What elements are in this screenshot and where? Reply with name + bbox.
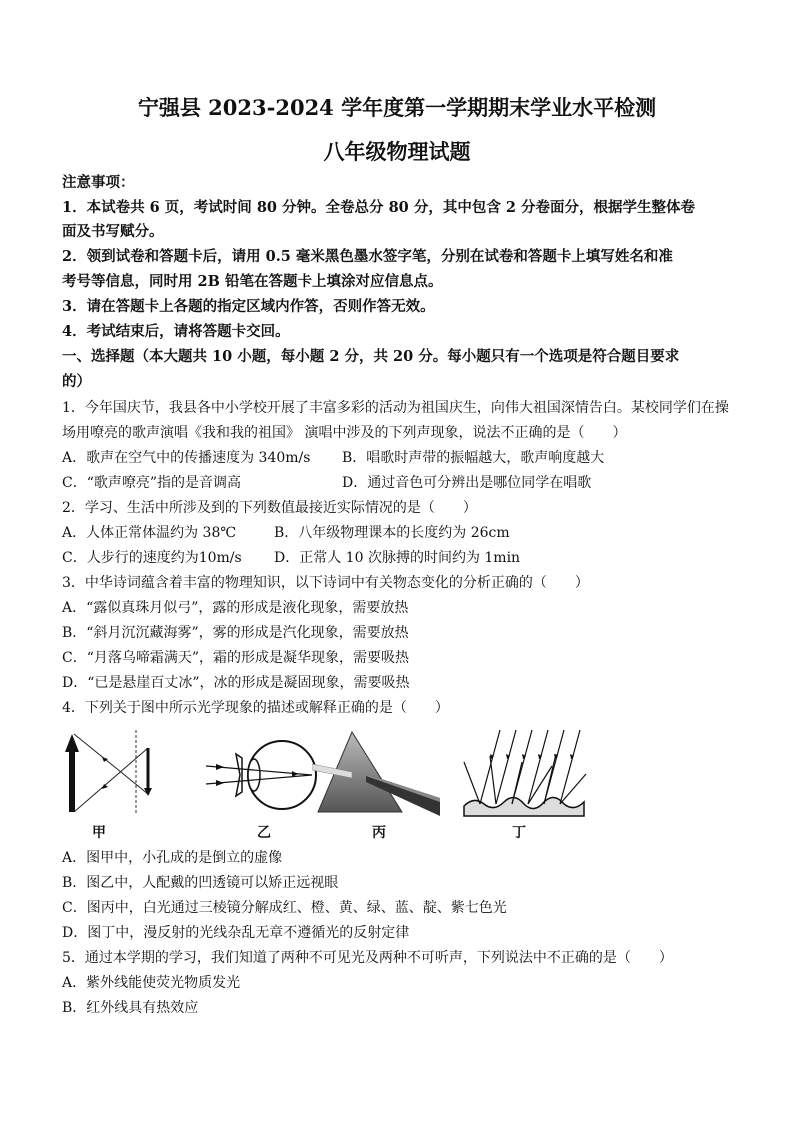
note-1a: 1．本试卷共 6 页，考试时间 80 分钟。全卷总分 80 分，其中包含 2 分卷面分，根据学生整体卷 <box>62 199 696 216</box>
q1-stem-b: 场用嘹亮的歌声演唱《我和我的祖国》 演唱中涉及的下列声现象，说法不正确的是（ ） <box>62 425 627 441</box>
q2-option-c: C．人步行的速度约为10m/s <box>62 550 242 566</box>
q4-option-a: A．图甲中，小孔成的是倒立的虚像 <box>62 850 283 866</box>
q3-option-b: B．“斜月沉沉藏海雾”，雾的形成是汽化现象，需要放热 <box>62 625 409 641</box>
note-2b: 考号等信息，同时用 2B 铅笔在答题卡上填涂对应信息点。 <box>62 273 443 290</box>
q1-stem-a: 1．今年国庆节，我县各中小学校开展了丰富多彩的活动为祖国庆生，向伟大祖国深情告白。某校同学们在操 <box>62 400 729 416</box>
q2-option-d: D．正常人 10 次脉搏的时间约为 1min <box>274 550 521 566</box>
eye-lens-figure <box>202 732 322 818</box>
figure-label-ding: 丁 <box>512 825 526 841</box>
note-4: 4．考试结束后，请将答题卡交回。 <box>62 323 290 340</box>
q4-option-d: D．图丁中，漫反射的光线杂乱无章不遵循光的反射定律 <box>62 925 410 941</box>
q1-option-a: A．歌声在空气中的传播速度为 340m/s <box>62 450 311 466</box>
figure-label-jia: 甲 <box>92 825 106 841</box>
figure-label-yi: 乙 <box>257 825 271 841</box>
q3-option-d: D．“已是悬崖百丈冰”，冰的形成是凝固现象，需要吸热 <box>62 675 410 691</box>
note-1b: 面及书写赋分。 <box>62 223 164 240</box>
q5-stem: 5．通过本学期的学习，我们知道了两种不可见光及两种不可听声，下列说法中不正确的是（ ） <box>62 950 673 966</box>
q3-option-c: C．“月落乌啼霜满天”，霜的形成是凝华现象，需要吸热 <box>62 650 410 666</box>
diffuse-reflection-figure <box>460 726 590 818</box>
pinhole-imaging-figure <box>62 726 172 818</box>
q4-figures <box>62 726 742 841</box>
exam-subtitle: 八年级物理试题 <box>323 139 471 164</box>
exam-title: 宁强县 2023-2024 学年度第一学期期末学业水平检测 <box>137 95 657 120</box>
notes-heading: 注意事项： <box>62 174 135 191</box>
q4-stem: 4．下列关于图中所示光学现象的描述或解释正确的是（ ） <box>62 700 449 716</box>
q5-option-b: B．红外线具有热效应 <box>62 1000 199 1016</box>
q1-option-d: D．通过音色可分辨出是哪位同学在唱歌 <box>342 475 592 491</box>
q2-option-a: A．人体正常体温约为 38℃ <box>62 525 237 541</box>
prism-dispersion-figure <box>312 726 442 818</box>
section1-heading-b: 的） <box>62 373 91 390</box>
q5-option-a: A．紫外线能使荧光物质发光 <box>62 975 241 991</box>
q3-stem: 3．中华诗词蕴含着丰富的物理知识，以下诗词中有关物态变化的分析正确的（ ） <box>62 575 589 591</box>
q4-option-b: B．图乙中，人配戴的凹透镜可以矫正远视眼 <box>62 875 339 891</box>
q1-option-b: B．唱歌时声带的振幅越大，歌声响度越大 <box>342 450 605 466</box>
q3-option-a: A．“露似真珠月似弓”，露的形成是液化现象，需要放热 <box>62 600 409 616</box>
q4-option-c: C．图丙中，白光通过三棱镜分解成红、橙、黄、绿、蓝、靛、紫七色光 <box>62 900 507 916</box>
section1-heading-a: 一、选择题（本大题共 10 小题，每小题 2 分，共 20 分。每小题只有一个选项是符合题目要求 <box>62 348 680 365</box>
note-3: 3．请在答题卡上各题的指定区域内作答，否则作答无效。 <box>62 298 435 315</box>
note-2a: 2．领到试卷和答题卡后，请用 0.5 毫米黑色墨水签字笔，分别在试卷和答题卡上填写姓名和准 <box>62 248 673 265</box>
q1-option-c: C．“歌声嘹亮”指的是音调高 <box>62 475 242 491</box>
q2-stem: 2．学习、生活中所涉及到的下列数值最接近实际情况的是（ ） <box>62 500 477 516</box>
q2-option-b: B．八年级物理课本的长度约为 26cm <box>274 525 510 541</box>
figure-label-bing: 丙 <box>372 825 386 841</box>
